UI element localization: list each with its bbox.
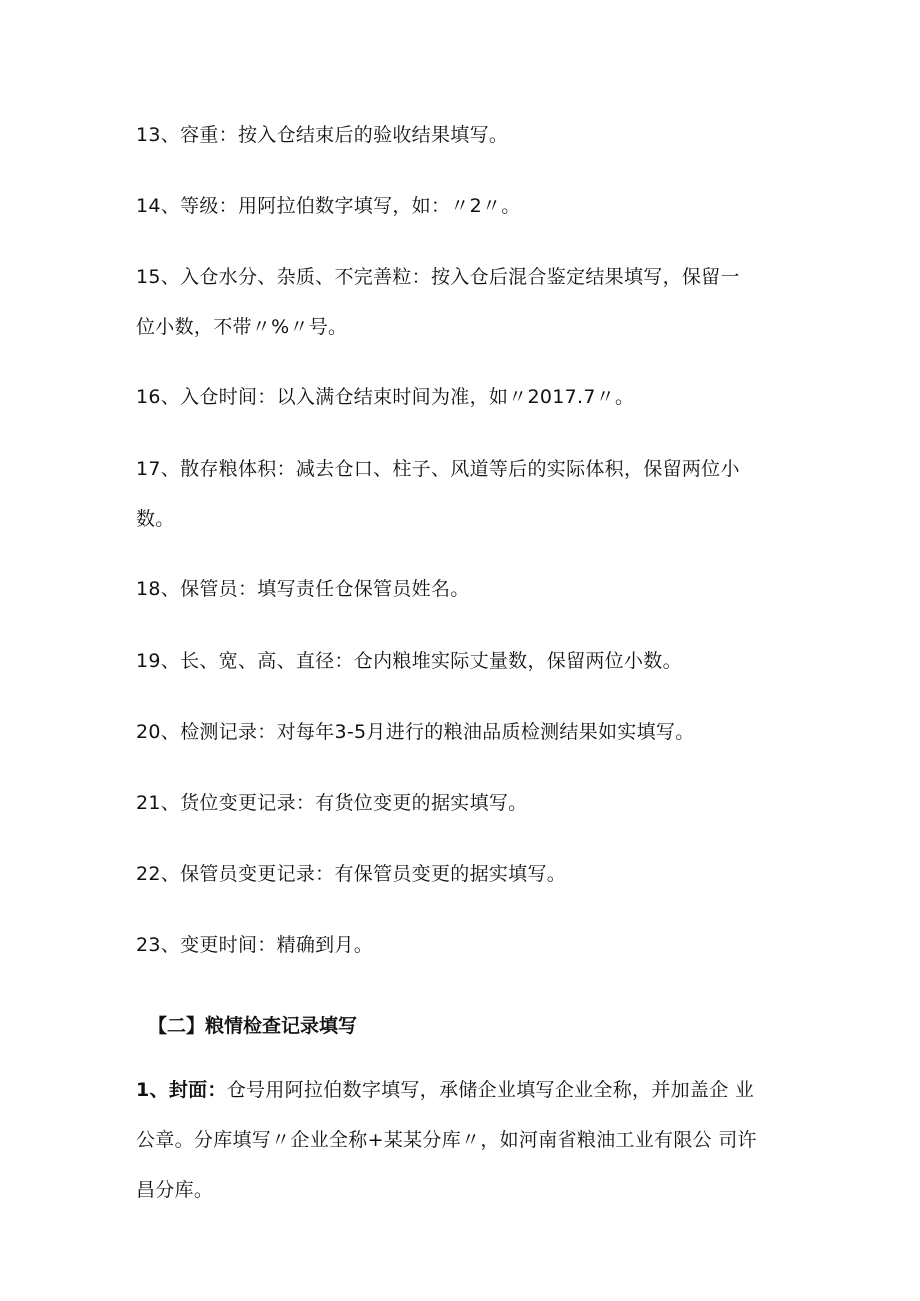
cover-line1 [136, 1077, 754, 1103]
item-13: 13、容重：按入仓结束后的验收结果填写。 [136, 124, 509, 146]
item-23: 23、变更时间：精确到月。 [136, 934, 374, 956]
item-22: 22、保管员变更记录：有保管员变更的据实填写。 [136, 863, 567, 885]
item-17-line2: 数。 [136, 508, 175, 530]
cover-line3: 昌分库。 [136, 1179, 214, 1201]
item-17-line1: 17、散存粮体积：减去仓口、柱子、风道等后的实际体积，保留两位小 [136, 458, 740, 480]
item-19: 19、长、宽、高、直径：仓内粮堆实际丈量数，保留两位小数。 [136, 650, 682, 672]
item-20: 20、检测记录：对每年3-5月进行的粮油品质检测结果如实填写。 [136, 721, 695, 743]
section-heading: 【二】粮情检查记录填写 [148, 1015, 358, 1037]
cover-line2: 公章。分库填写〃企业全称+某某分库〃，如河南省粮油工业有限公 司许 [136, 1129, 757, 1151]
item-15-line2: 位小数，不带〃%〃号。 [136, 316, 348, 338]
item-21: 21、货位变更记录：有货位变更的据实填写。 [136, 792, 528, 814]
item-15-line1: 15、入仓水分、杂质、不完善粒：按入仓后混合鉴定结果填写，保留一 [136, 266, 740, 288]
cover-label: 1、封面： [136, 1079, 227, 1101]
cover-text-1: 仓号用阿拉伯数字填写，承储企业填写企业全称，并加盖企 业 [226, 1079, 755, 1101]
item-14: 14、等级：用阿拉伯数字填写，如：〃2〃。 [136, 195, 521, 217]
item-18: 18、保管员：填写责任仓保管员姓名。 [136, 578, 470, 600]
item-16: 16、入仓时间：以入满仓结束时间为准，如〃2017.7〃。 [136, 386, 635, 408]
